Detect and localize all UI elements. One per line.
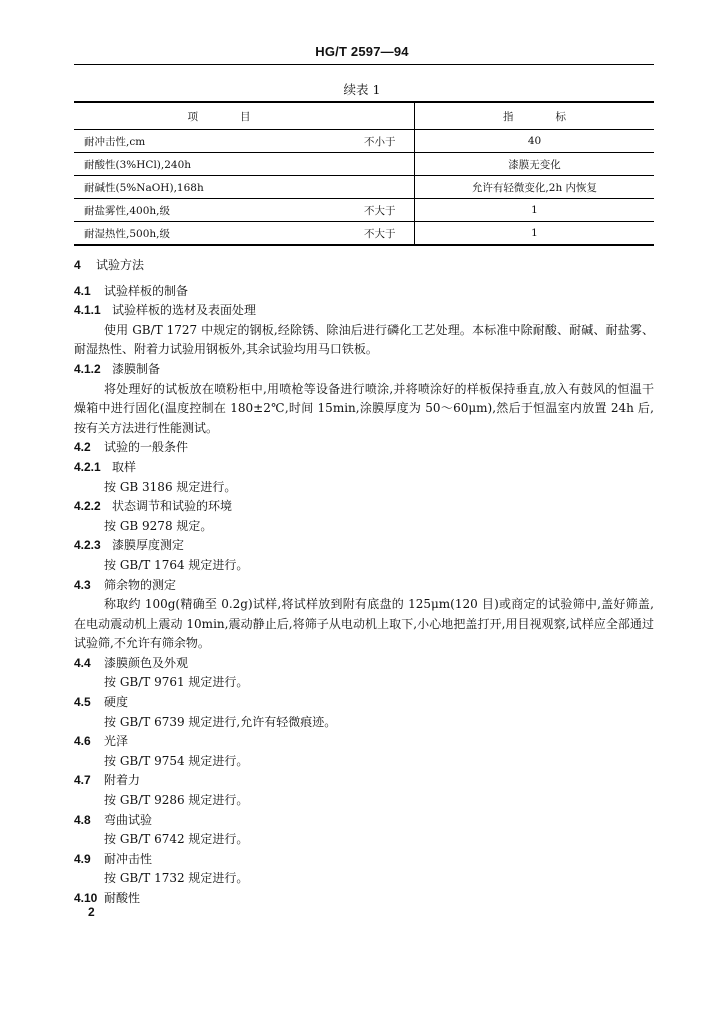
row-item: 耐碱性(5%NaOH),168h: [84, 181, 204, 194]
section-heading: 4.3 筛余物的测定: [74, 577, 177, 592]
section-heading: 4.2.3 漆膜厚度测定: [74, 538, 185, 553]
table-row: [74, 199, 654, 222]
section-heading: 4.4 漆膜颜色及外观: [74, 655, 189, 670]
table-header-row: [74, 102, 654, 130]
section-heading: 4.8 弯曲试验: [74, 812, 153, 827]
row-item: 耐酸性(3%HCl),240h: [84, 158, 192, 171]
section-paragraph: 将处理好的试板放在喷粉柜中,用喷枪等设备进行喷涂,并将喷涂好的样板保持垂直,放入有鼓风的恒温干燥箱中进行固化(温度控制在 180±2℃,时间 15min,涂膜厚度为 50～60μm),然后于恒温室内放置 24h 后,按有关方法进行性能测试。: [74, 381, 654, 435]
section-paragraph: 按 GB/T 9761 规定进行。: [104, 675, 249, 690]
row-qualifier: 不小于: [364, 135, 396, 148]
section-heading: 4.5 硬度: [74, 695, 129, 710]
section-paragraph: 按 GB/T 1764 规定进行。: [104, 557, 249, 572]
section-heading: 4.1.1 试验样板的选材及表面处理: [74, 303, 257, 318]
section-heading: 4.1.2 漆膜制备: [74, 361, 161, 376]
section-heading: 4.2.1 取样: [74, 459, 137, 474]
page-number: 2: [88, 905, 95, 919]
row-value: 允许有轻微变化,2h 内恢复: [415, 176, 655, 199]
col-header-value: 指 标: [415, 102, 655, 130]
section-heading: 4.2.2 状态调节和试验的环境: [74, 499, 233, 514]
section-heading: 4.10 耐酸性: [74, 891, 141, 905]
header-rule: [74, 64, 654, 65]
section-paragraph: 按 GB/T 6742 规定进行。: [104, 832, 249, 847]
table-row: [74, 130, 654, 153]
row-value: 1: [415, 199, 655, 222]
row-item: 耐冲击性,cm: [84, 135, 146, 148]
row-qualifier: 不大于: [364, 204, 396, 217]
spec-table: [74, 101, 654, 246]
table-caption: 续表 1: [343, 82, 381, 97]
col-header-qual: [364, 102, 415, 130]
section-paragraph: 使用 GB/T 1727 中规定的钢板,经除锈、除油后进行磷化工艺处理。本标准中除耐酸、耐碱、耐盐雾、耐湿热性、附着力试验用钢板外,其余试验均用马口铁板。: [74, 322, 654, 357]
row-qualifier: 不大于: [364, 227, 396, 240]
row-value: 1: [415, 222, 655, 246]
section-paragraph: 按 GB/T 9286 规定进行。: [104, 793, 249, 808]
col-header-item: 项 目: [187, 110, 251, 123]
row-item: 耐盐雾性,400h,级: [84, 204, 170, 217]
section-paragraph: 按 GB/T 9754 规定进行。: [104, 753, 249, 768]
table-row: [74, 153, 654, 176]
section-paragraph: 按 GB/T 6739 规定进行,允许有轻微痕迹。: [104, 714, 337, 729]
section-paragraph: 称取约 100g(精确至 0.2g)试样,将试样放到附有底盘的 125μm(120 目)或商定的试验筛中,盖好筛盖,在电动震动机上震动 10min,震动静止后,将筛子从电动机上取下,小心地把盖打开,用目视观察,试样应全部通过试验筛,不允许有筛余物。: [74, 597, 654, 651]
section-paragraph: 按 GB 9278 规定。: [104, 518, 213, 533]
section-heading: 4.1 试验样板的制备: [74, 283, 189, 298]
table-row: [74, 176, 654, 199]
row-qualifier: [364, 153, 415, 176]
section-heading: 4.6 光泽: [74, 734, 129, 749]
section-heading: 4.7 附着力: [74, 773, 141, 788]
row-value: 漆膜无变化: [415, 153, 655, 176]
section-heading: 4.2 试验的一般条件: [74, 440, 189, 455]
document-body: [74, 256, 654, 928]
table-row: [74, 222, 654, 246]
section-heading: 4.9 耐冲击性: [74, 851, 153, 866]
standard-code-header: HG/T 2597—94: [315, 44, 409, 59]
row-item: 耐湿热性,500h,级: [84, 227, 170, 240]
section-heading: 4 试验方法: [74, 258, 145, 272]
section-paragraph: 按 GB 3186 规定进行。: [104, 479, 237, 494]
section-paragraph: 按 GB/T 1732 规定进行。: [104, 871, 249, 886]
row-value: 40: [415, 130, 655, 153]
section-heading: [74, 909, 654, 929]
row-qualifier: [364, 176, 415, 199]
